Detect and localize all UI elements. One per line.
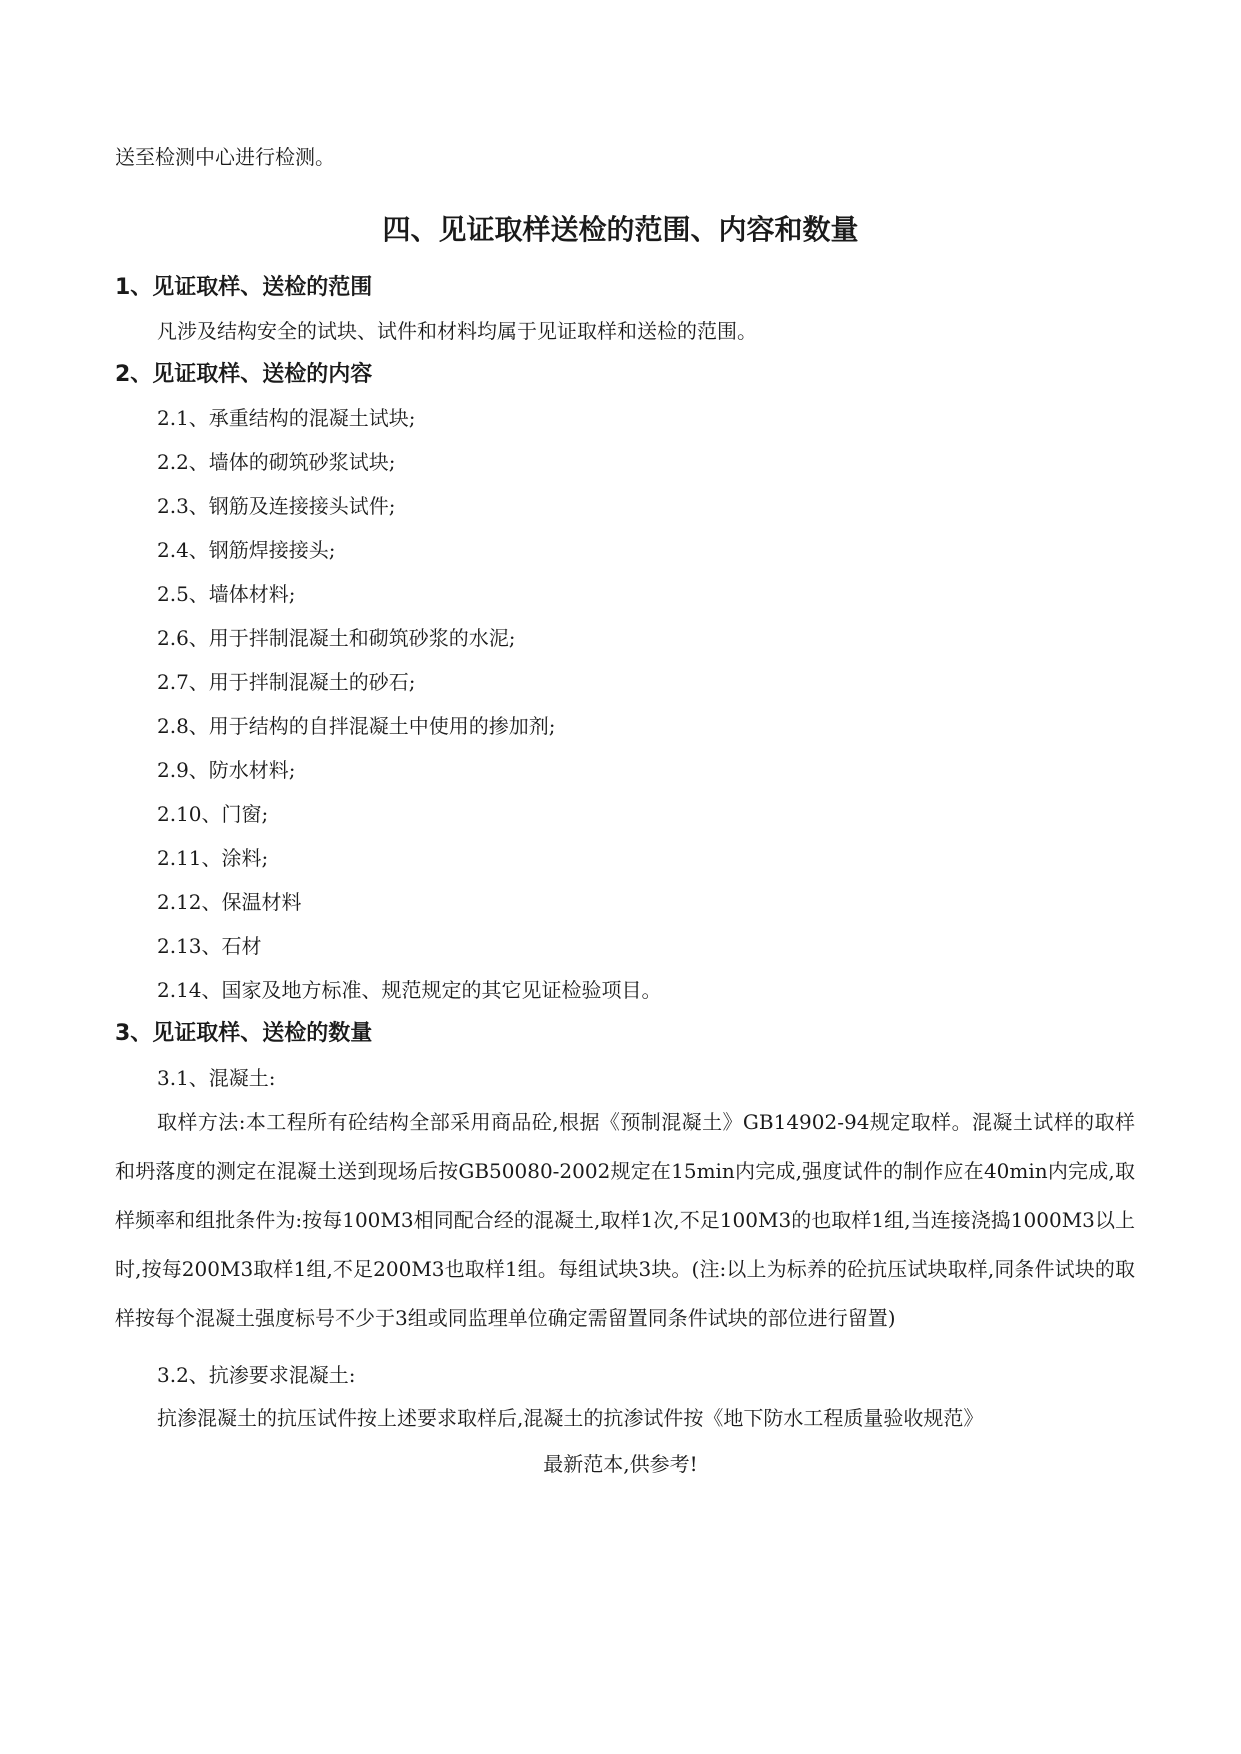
list-item: 2.12、保温材料 [157, 890, 302, 914]
page-footer: 最新范本,供参考! [543, 1452, 698, 1476]
subsection-label: 3.2、抗渗要求混凝土: [157, 1363, 356, 1387]
list-item: 2.8、用于结构的自拌混凝土中使用的掺加剂; [157, 714, 556, 738]
list-item: 2.6、用于拌制混凝土和砌筑砂浆的水泥; [157, 626, 516, 650]
section3-heading: 3、见证取样、送检的数量 [115, 1021, 373, 1046]
section-title: 四、见证取样送检的范围、内容和数量 [382, 213, 859, 246]
section1-heading: 1、见证取样、送检的范围 [115, 275, 373, 300]
list-item: 2.10、门窗; [157, 802, 269, 826]
continuation-text: 送至检测中心进行检测。 [115, 145, 335, 169]
list-item: 2.11、涂料; [157, 846, 269, 870]
list-item: 2.14、国家及地方标准、规范规定的其它见证检验项目。 [157, 978, 662, 1002]
list-item: 2.7、用于拌制混凝土的砂石; [157, 670, 416, 694]
list-item: 2.4、钢筋焊接接头; [157, 538, 336, 562]
impermeable-concrete-paragraph: 抗渗混凝土的抗压试件按上述要求取样后,混凝土的抗渗试件按《地下防水工程质量验收规范》 [157, 1406, 984, 1430]
list-item: 2.9、防水材料; [157, 758, 296, 782]
subsection-label: 3.1、混凝土: [157, 1066, 276, 1090]
concrete-sampling-paragraph: 取样方法:本工程所有砼结构全部采用商品砼,根据《预制混凝土》GB14902-94规定取样。混凝土试样的取样和坍落度的测定在混凝土送到现场后按GB50080-2002规定在15min内完成,强度试件的制作应在40min内完成,取样频率和组批条件为:按每100M3相同配合经的混凝土,取样1次,不足100M3的也取样1组,当连接浇捣1000M3以上时,按每200M3取样1组,不足200M3也取样1组。每组试块3块。(注:以上为标养的砼抗压试块取样,同条件试块的取样按每个混凝土强度标号不少于3组或同监理单位确定需留置同条件试块的部位进行留置) [115, 1110, 1135, 1330]
section2-heading: 2、见证取样、送检的内容 [115, 362, 373, 387]
list-item: 2.13、石材 [157, 934, 262, 958]
section1-text: 凡涉及结构安全的试块、试件和材料均属于见证取样和送检的范围。 [157, 319, 757, 343]
list-item: 2.2、墙体的砌筑砂浆试块; [157, 450, 396, 474]
list-item: 2.1、承重结构的混凝土试块; [157, 406, 416, 430]
list-item: 2.5、墙体材料; [157, 582, 296, 606]
list-item: 2.3、钢筋及连接接头试件; [157, 494, 396, 518]
